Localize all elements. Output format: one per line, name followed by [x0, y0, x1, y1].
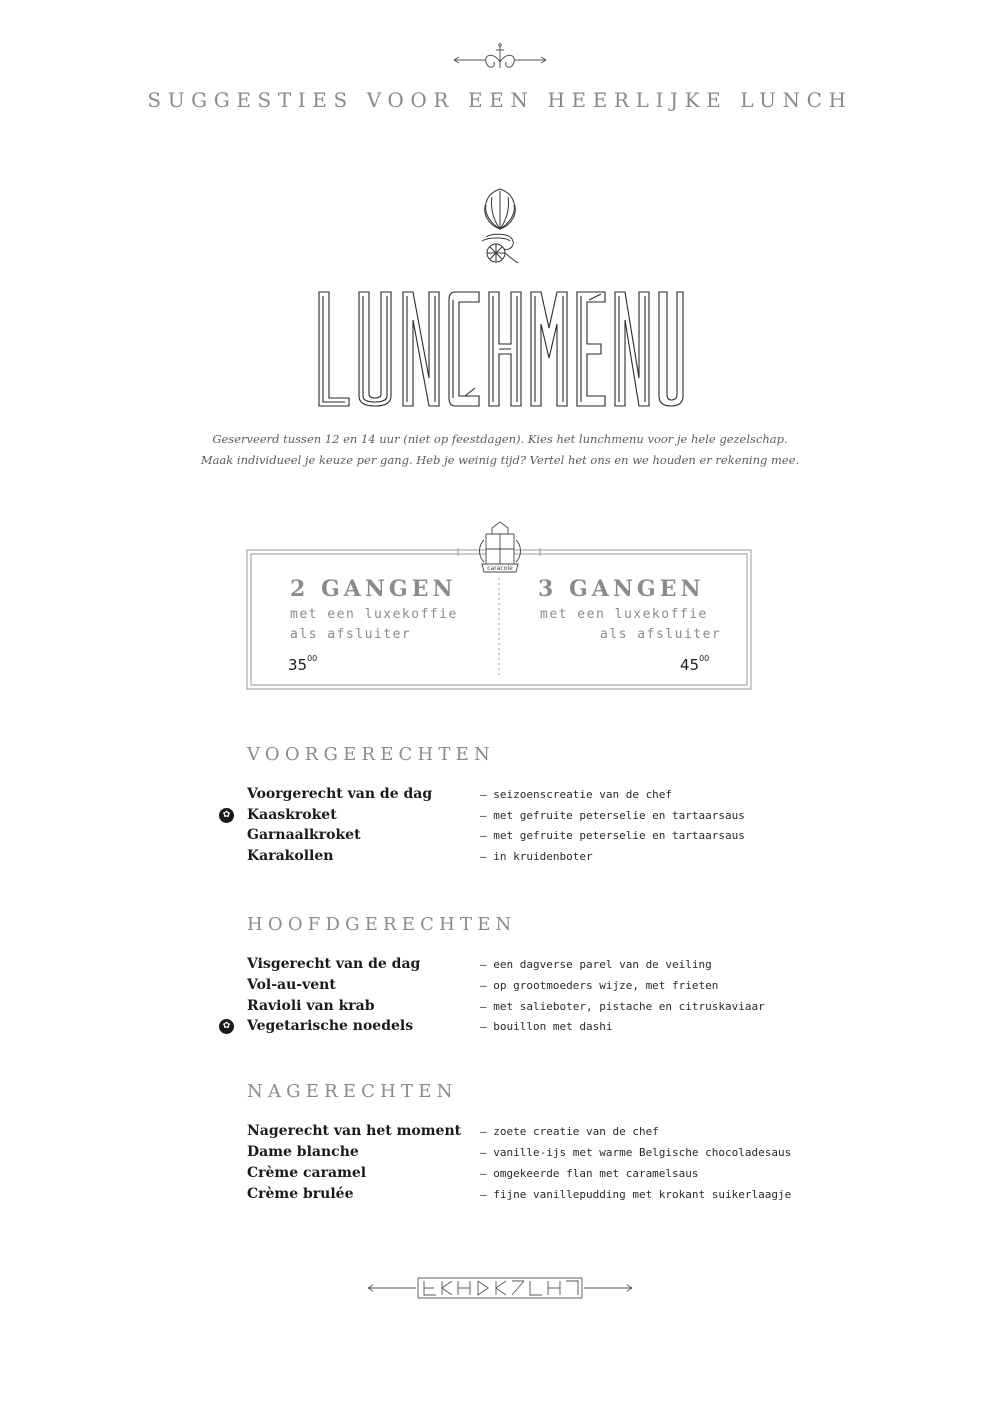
offer-title-3-gangen: 3 GANGEN — [538, 576, 705, 602]
offer-price-2-gangen — [288, 656, 317, 674]
intro-text-line: Maak individueel je keuze per gang. Heb je weinig tijd? Vertel het ons en we houden er rekening mee. — [200, 453, 800, 467]
dish-description: — seizoenscreatie van de chef — [480, 788, 673, 801]
dish-description: — omgekeerde flan met caramelsaus — [480, 1167, 699, 1180]
price-main: 45 — [680, 656, 700, 674]
dish-description: — fijne vanillepudding met krokant suikerlaagje — [480, 1188, 792, 1201]
page-headline: SUGGESTIES VOOR EEN HEERLIJKE LUNCH — [147, 88, 853, 112]
dish-description: — vanille-ijs met warme Belgische chocoladesaus — [480, 1146, 792, 1159]
offer-title-2-gangen: 2 GANGEN — [290, 576, 457, 602]
dish-name: Vol-au-vent — [247, 977, 336, 993]
section-title-voorgerechten: VOORGERECHTEN — [247, 744, 495, 765]
offer-subtitle: met een luxekoffie — [540, 607, 708, 622]
offer-price-3-gangen — [680, 656, 709, 674]
dish-name: Ravioli van krab — [247, 998, 375, 1014]
dish-name: Visgerecht van de dag — [247, 956, 421, 972]
dish-description: — met gefruite peterselie en tartaarsaus — [480, 809, 745, 822]
dish-description: — met gefruite peterselie en tartaarsaus — [480, 829, 745, 842]
dish-name: Nagerecht van het moment — [247, 1123, 462, 1139]
caracole-signature-ornament-icon — [366, 1275, 634, 1301]
vegetarian-icon: ✿ — [219, 808, 234, 823]
price-cents: 00 — [307, 654, 318, 663]
dish-name: Kaaskroket — [247, 807, 337, 823]
lunchmenu-wordmark — [315, 288, 685, 408]
flourish-ornament-icon — [450, 42, 550, 76]
price-cents: 00 — [699, 654, 710, 663]
dish-description: — bouillon met dashi — [480, 1020, 613, 1033]
section-title-nagerechten: NAGERECHTEN — [247, 1081, 458, 1102]
price-main: 35 — [288, 656, 308, 674]
section-title-hoofdgerechten: HOOFDGERECHTEN — [247, 914, 517, 935]
dish-description: — een dagverse parel van de veiling — [480, 958, 712, 971]
shell-snail-emblem-icon — [478, 185, 522, 265]
intro-text-line: Geserveerd tussen 12 en 14 uur (niet op feestdagen). Kies het lunchmenu voor je hele gezelschap. — [212, 432, 788, 446]
caracole-crest-icon — [476, 520, 524, 575]
dish-name: Voorgerecht van de dag — [247, 786, 433, 802]
offer-subtitle: als afsluiter — [600, 627, 722, 642]
vegetarian-icon: ✿ — [219, 1019, 234, 1034]
offer-subtitle: als afsluiter — [290, 627, 412, 642]
dish-name: Crème caramel — [247, 1165, 367, 1181]
offer-subtitle: met een luxekoffie — [290, 607, 458, 622]
crest-label: caracole — [487, 565, 513, 572]
dish-description: — zoete creatie van de chef — [480, 1125, 659, 1138]
dish-name: Crème brulée — [247, 1186, 354, 1202]
dish-name: Dame blanche — [247, 1144, 359, 1160]
dish-name: Garnaalkroket — [247, 827, 361, 843]
dish-description: — op grootmoeders wijze, met frieten — [480, 979, 719, 992]
dish-description: — met salieboter, pistache en citruskaviaar — [480, 1000, 765, 1013]
dish-name: Vegetarische noedels — [247, 1018, 414, 1034]
dish-name: Karakollen — [247, 848, 334, 864]
dish-description: — in kruidenboter — [480, 850, 593, 863]
